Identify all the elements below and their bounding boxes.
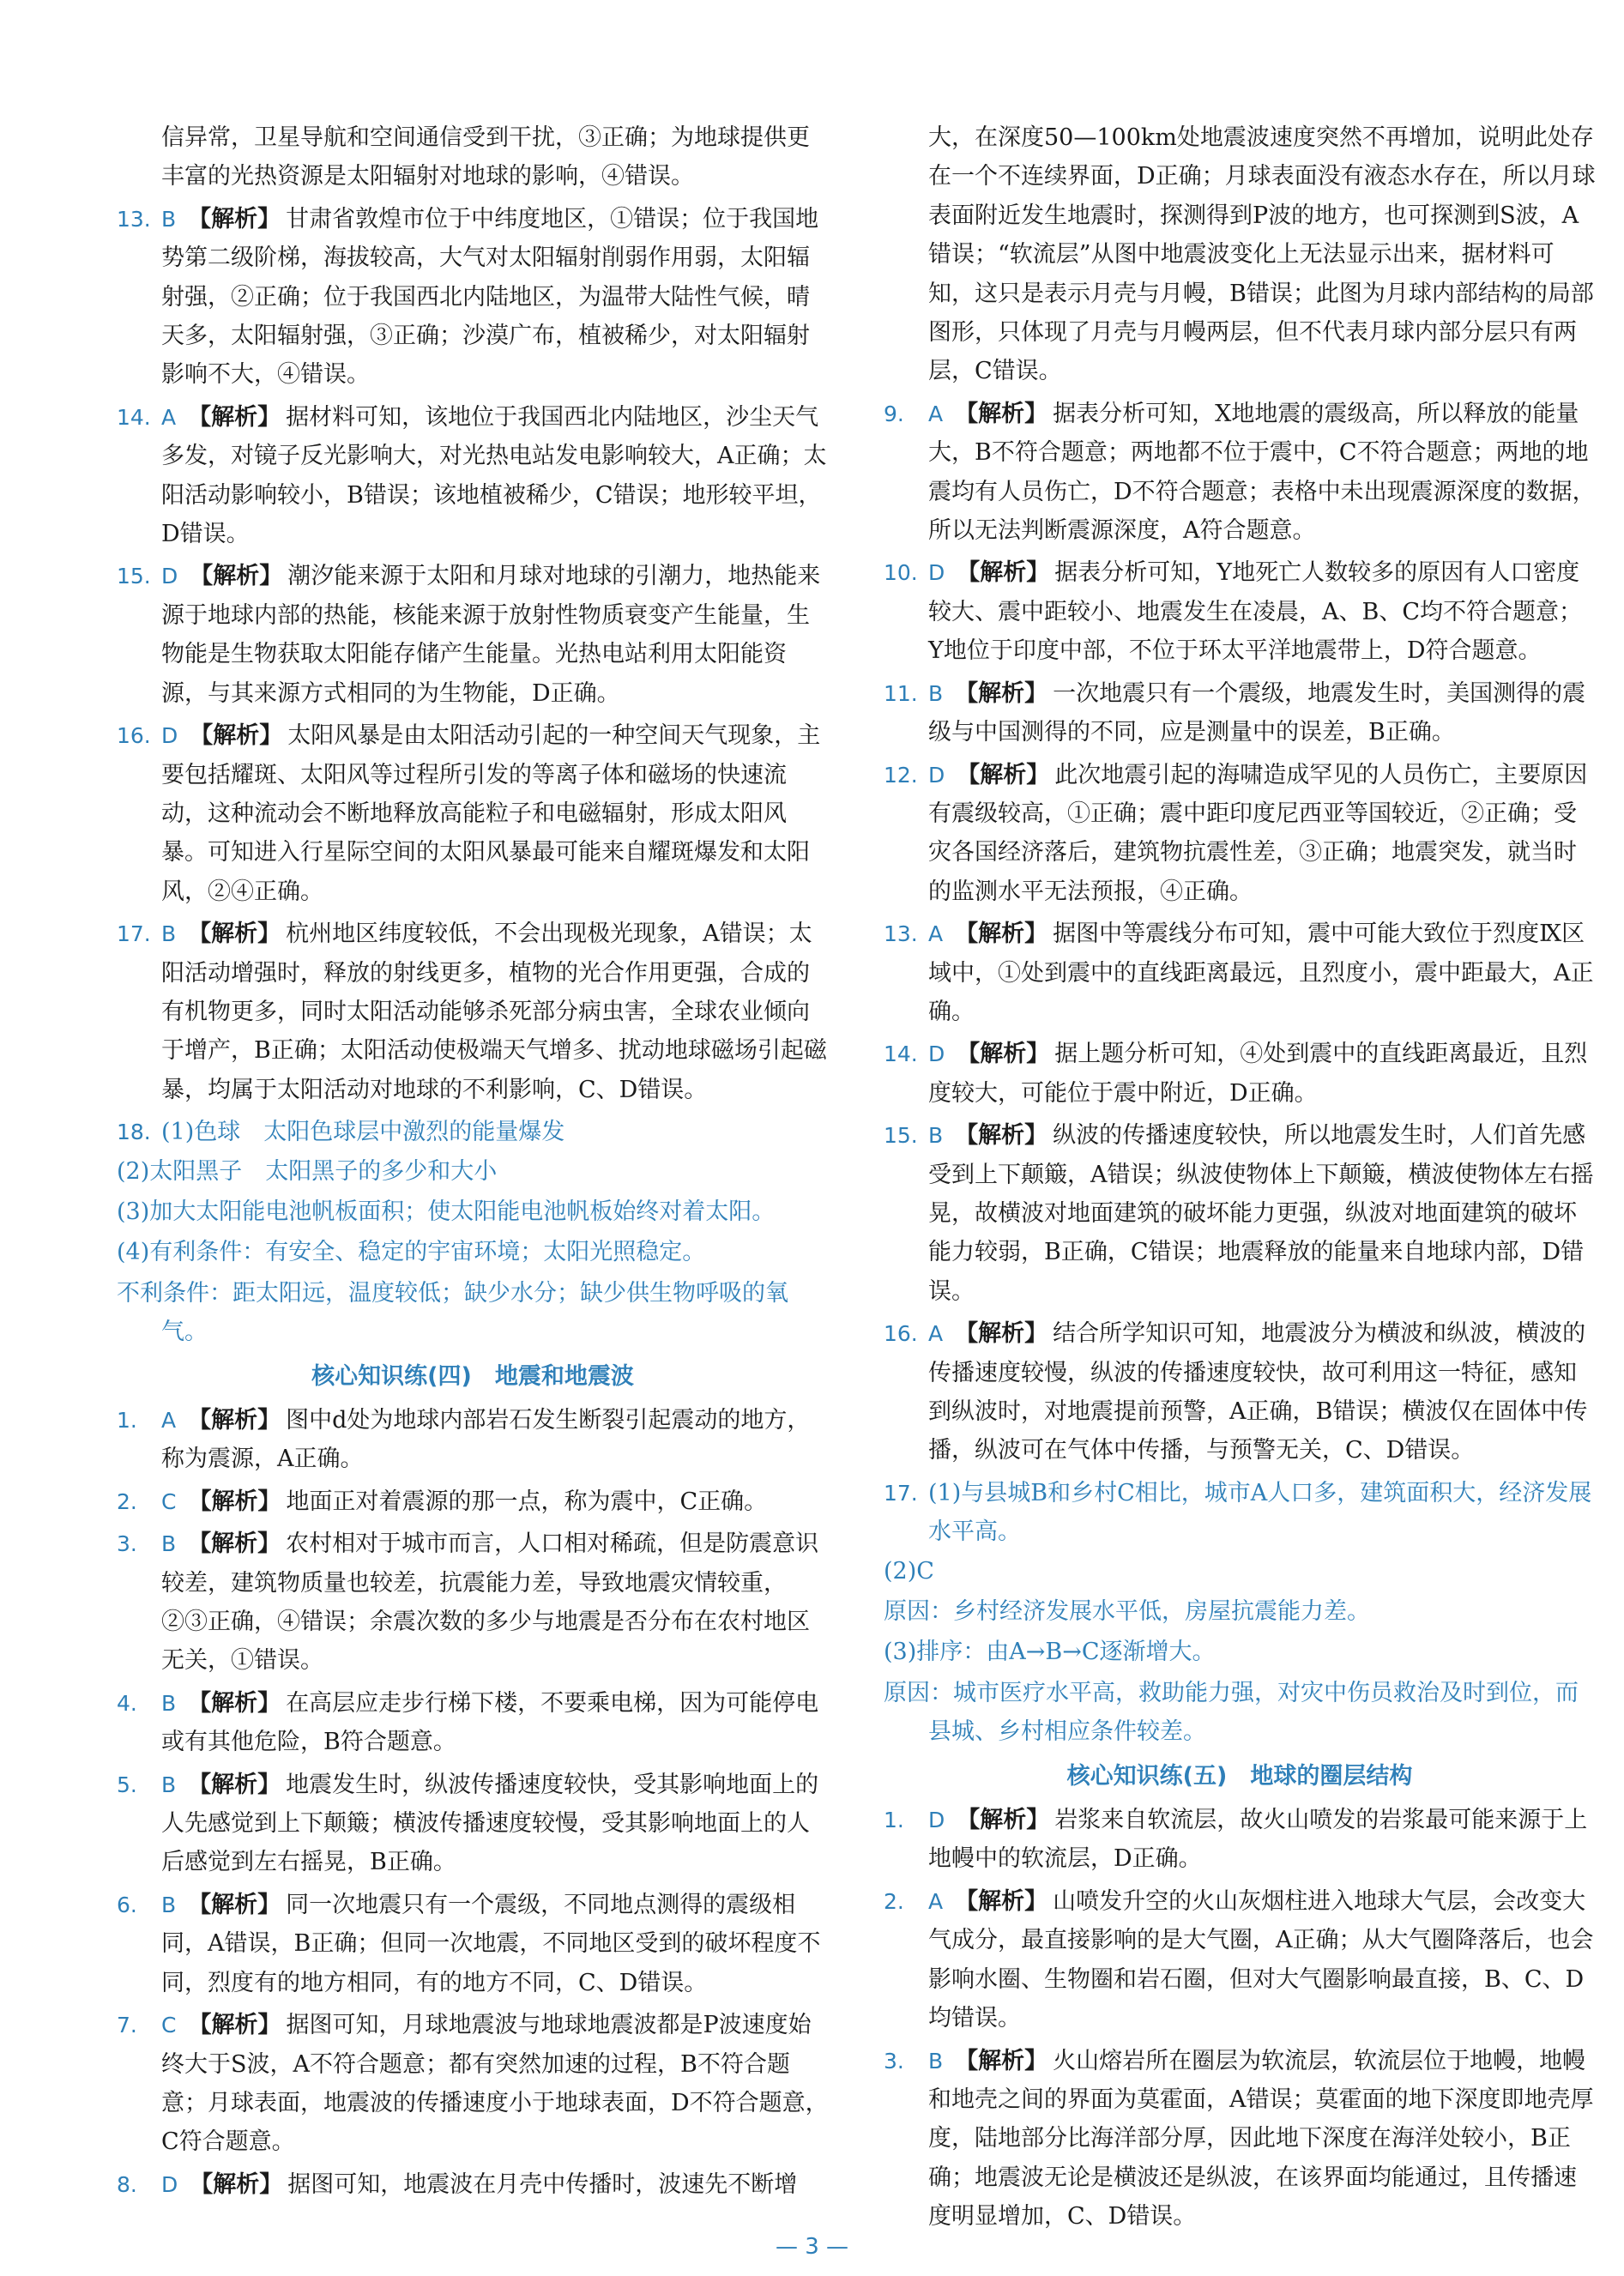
- analysis-text: 在高层应走步行梯下楼，不要乘电梯，因为可能停电或有其他危险，B符合题意。: [161, 1689, 819, 1756]
- analysis-text: 据图可知，月球地震波与地球地震波都是P波速度始终大于S波，A不符合题意；都有突然加速的过程，B不符合题意；月球表面，地震波的传播速度小于地球表面，D不符合题意，C符合题意。: [161, 2012, 829, 2156]
- answer-item-11: [884, 674, 1596, 752]
- right-column: [884, 118, 1596, 2240]
- item-number: 12.: [884, 762, 918, 788]
- answer-item-10: [884, 553, 1596, 670]
- analysis-tag: 【解析】: [188, 1771, 281, 1798]
- answer-line: (1)色球 太阳色球层中激烈的能量爆发: [161, 1119, 565, 1146]
- answer-line: 原因：城市医疗水平高，救助能力强，对灾中伤员救治及时到位，而县城、乡村相应条件较差。: [884, 1679, 1579, 1746]
- analysis-tag: 【解析】: [188, 205, 281, 232]
- section-title: 核心知识练(五) 地球的圈层结构: [1066, 1762, 1413, 1790]
- item-number: 10.: [884, 560, 918, 586]
- answer-letter: B: [928, 1123, 944, 1149]
- analysis-text: 据表分析可知，X地地震的震级高，所以释放的能量大，B不符合题意；两地都不位于震中，C不符合题意；两地的地震均有人员伤亡，D不符合题意；表格中未出现震源深度的数据，所以无法判断震源深度，A符合题意。: [928, 400, 1596, 545]
- analysis-tag: 【解析】: [957, 1807, 1050, 1834]
- answer-letter: A: [161, 1408, 177, 1433]
- item-number: 4.: [117, 1690, 137, 1716]
- answer-item-3: [884, 2042, 1596, 2237]
- answer-item-13: [884, 915, 1596, 1031]
- item-number: 5.: [117, 1772, 137, 1797]
- analysis-text: 同一次地震只有一个震级，不同地点测得的震级相同，A错误，B正确；但同一次地震，不同地区受到的破坏程度不同，烈度有的地方相同，有的地方不同，C、D错误。: [161, 1891, 821, 1996]
- item-number: 3.: [117, 1531, 137, 1557]
- left-column: [117, 118, 829, 2207]
- answer-letter: D: [161, 723, 178, 749]
- item-number: 17.: [884, 1480, 918, 1506]
- answer-item-16: [117, 716, 829, 911]
- answer-letter: D: [928, 560, 945, 586]
- answer-line: (2)太阳黑子 太阳黑子的多少和大小: [117, 1157, 498, 1185]
- analysis-tag: 【解析】: [190, 563, 283, 590]
- answer-letter: B: [161, 1772, 177, 1797]
- analysis-tag: 【解析】: [188, 1891, 281, 1918]
- item-number: 16.: [884, 1321, 918, 1347]
- analysis-text: 据图中等震线分布可知，震中可能大致位于烈度Ⅸ区域中，①处到震中的直线距离最远，且烈度小，震中距最大，A正确。: [928, 921, 1594, 1025]
- item-number: 2.: [884, 1888, 904, 1914]
- item-number: 13.: [117, 206, 151, 232]
- answer-item-18: [117, 1113, 829, 1351]
- answer-letter: A: [928, 1888, 944, 1914]
- answer-line: (4)有利条件：有安全、稳定的宇宙环境；太阳光照稳定。: [117, 1239, 706, 1266]
- analysis-text: 岩浆来自软流层，故火山喷发的岩浆最可能来源于上地幔中的软流层，D正确。: [928, 1807, 1588, 1873]
- analysis-tag: 【解析】: [957, 761, 1050, 788]
- analysis-text: 地震发生时，纵波传播速度较快，受其影响地面上的人先感觉到上下颠簸；横波传播速度较慢，受其影响地面上的人后感觉到左右摇晃，B正确。: [161, 1771, 819, 1876]
- analysis-text: 火山熔岩所在圈层为软流层，软流层位于地幔，地幔和地壳之间的界面为莫霍面，A错误；莫霍面的地下深度即地壳厚度，陆地部分比海洋部分厚，因此地下深度在海洋处较小，B正确；地震波无论是横波还是纵波，在该界面均能通过，且传播速度明显增加，C、D错误。: [928, 2047, 1594, 2231]
- answer-item-3: [117, 1524, 829, 1681]
- analysis-text: 杭州地区纬度较低，不会出现极光现象，A错误；太阳活动增强时，释放的射线更多，植物的光合作用更强，合成的有机物更多，同时太阳活动能够杀死部分病虫害，全球农业倾向于增产，B正确；太阳活动使极端天气增多、扰动地球磁场引起磁暴，均属于太阳活动对地球的不利影响，C、D错误。: [161, 921, 827, 1103]
- item-number: 6.: [117, 1892, 137, 1917]
- answer-letter: B: [928, 2048, 944, 2074]
- analysis-text: 一次地震只有一个震级，地震发生时，美国测得的震级与中国测得的不同，应是测量中的误差，B正确。: [928, 679, 1586, 746]
- answer-item-5: [117, 1766, 829, 1882]
- analysis-tag: 【解析】: [190, 2170, 283, 2198]
- item-number: 17.: [117, 921, 151, 947]
- item-number: 2.: [117, 1488, 137, 1514]
- answer-letter: B: [161, 1531, 177, 1557]
- section-title: 核心知识练(四) 地震和地震波: [311, 1362, 634, 1390]
- item-number: 11.: [884, 680, 918, 706]
- answer-letter: A: [928, 921, 944, 947]
- analysis-text: 纵波的传播速度较快，所以地震发生时，人们首先感受到上下颠簸，A错误；纵波使物体上下颠簸，横波使物体左右摇晃，故横波对地面建筑的破坏能力更强，纵波对地面建筑的破坏能力较弱，B正确，C错误；地震释放的能量来自地球内部，D错误。: [928, 1122, 1594, 1305]
- analysis-tag: 【解析】: [188, 2012, 281, 2039]
- answer-line: 原因：乡村经济发展水平低，房屋抗震能力差。: [884, 1598, 1370, 1626]
- analysis-text: 地面正对着震源的那一点，称为震中，C正确。: [286, 1488, 768, 1515]
- analysis-text: 据上题分析可知，④处到震中的直线距离最近，且烈度较大，可能位于震中附近，D正确。: [928, 1041, 1588, 1107]
- answer-letter: B: [928, 680, 944, 706]
- answer-letter: B: [161, 921, 177, 947]
- answer-item-1: [117, 1401, 829, 1479]
- item-number: 1.: [884, 1808, 904, 1833]
- analysis-text: 甘肃省敦煌市位于中纬度地区，①错误；位于我国地势第二级阶梯，海拔较高，大气对太阳辐射削弱作用弱，太阳辐射强，②正确；位于我国西北内陆地区，为温带大陆性气候，晴天多，太阳辐射强，③正确；沙漠广布，植被稀少，对太阳辐射影响不大，④错误。: [161, 205, 819, 389]
- item-number: 15.: [117, 564, 151, 589]
- analysis-text: 此次地震引起的海啸造成罕见的人员伤亡，主要原因有震级较高，①正确；震中距印度尼西亚等国较近，②正确；受灾各国经济落后，建筑物抗震性差，③正确；地震突发，就当时的监测水平无法预报，④正确。: [928, 761, 1588, 905]
- analysis-tag: 【解析】: [957, 559, 1050, 587]
- analysis-tag: 【解析】: [955, 1122, 1048, 1150]
- answer-item-6: [117, 1886, 829, 2002]
- answer-line: (2)C: [884, 1557, 934, 1585]
- answer-item-2: [884, 1882, 1596, 2038]
- answer-letter: B: [161, 1690, 177, 1716]
- analysis-text: 据材料可知，该地位于我国西北内陆地区，沙尘天气多发，对镜子反光影响大，对光热电站发电影响较大，A正确；太阳活动影响较小，B错误；该地植被稀少，C错误；地形较平坦，D错误。: [161, 403, 827, 548]
- answer-line: (3)加大太阳能电池帆板面积；使太阳能电池帆板始终对着太阳。: [117, 1198, 776, 1225]
- item-number: 14.: [884, 1041, 918, 1067]
- answer-item-17: [117, 915, 829, 1109]
- analysis-text: 太阳风暴是由太阳活动引起的一种空间天气现象，主要包括耀斑、太阳风等过程所引发的等离子体和磁场的快速流动，这种流动会不断地释放高能粒子和电磁辐射，形成太阳风暴。可知进入行星际空间的太阳风暴最可能来自耀斑爆发和太阳风，②④正确。: [161, 722, 821, 905]
- answer-letter: D: [928, 1041, 945, 1067]
- answer-item-14: [117, 398, 829, 554]
- answer-item-15: [884, 1116, 1596, 1311]
- answer-item-1: [884, 1801, 1596, 1879]
- analysis-text: 结合所学知识可知，地震波分为横波和纵波，横波的传播速度较慢，纵波的传播速度较快，故可利用这一特征，感知到纵波时，对地震提前预警，A正确，B错误；横波仅在固体中传播，纵波可在气体中传播，与预警无关，C、D错误。: [928, 1320, 1588, 1464]
- analysis-tag: 【解析】: [955, 679, 1048, 707]
- answer-letter: A: [928, 401, 944, 426]
- continued-text: 大，在深度50—100km处地震波速度突然不再增加，说明此处存在一个不连续界面，D正确；月球表面没有液态水存在，所以月球表面附近发生地震时，探测得到P波的地方，也可探测到S波，A错误；“软流层”从图中地震波变化上无法显示出来，据材料可知，这只是表示月壳与月幔，B错误；此图为月球内部结构的局部图形，只体现了月壳与月幔两层，但不代表月球内部分层只有两层，C错误。: [928, 124, 1596, 385]
- item-number: 13.: [884, 921, 918, 947]
- answer-letter: D: [161, 2171, 178, 2197]
- analysis-text: 图中d处为地球内部岩石发生断裂引起震动的地方，称为震源，A正确。: [161, 1407, 811, 1473]
- answer-letter: D: [161, 564, 178, 589]
- answer-line: (3)排序：由A→B→C逐渐增大。: [884, 1639, 1216, 1666]
- answer-item-4: [117, 1684, 829, 1762]
- analysis-tag: 【解析】: [955, 1887, 1048, 1915]
- analysis-text: 据表分析可知，Y地死亡人数较多的原因有人口密度较大、震中距较小、地震发生在凌晨，A、B、C均不符合题意；Y地位于印度中部，不位于环太平洋地震带上，D符合题意。: [928, 559, 1582, 665]
- answer-letter: B: [161, 206, 177, 232]
- analysis-tag: 【解析】: [188, 403, 281, 431]
- item-number: 7.: [117, 2013, 137, 2038]
- answer-letter: C: [161, 1488, 177, 1514]
- answer-letter: A: [928, 1321, 944, 1347]
- answer-letter: D: [928, 1808, 945, 1833]
- answer-item-17: [884, 1474, 1596, 1752]
- answer-line: (1)与县城B和乡村C相比，城市A人口多，建筑面积大，经济发展水平高。: [928, 1479, 1592, 1546]
- item-number: 16.: [117, 723, 151, 749]
- answer-item-2: [117, 1482, 829, 1521]
- item-number: 3.: [884, 2048, 904, 2074]
- analysis-tag: 【解析】: [190, 722, 283, 750]
- analysis-tag: 【解析】: [957, 1041, 1050, 1068]
- analysis-text: 农村相对于城市而言，人口相对稀疏，但是防震意识较差，建筑物质量也较差，抗震能力差，导致地震灾情较重，②③正确，④错误；余震次数的多少与地震是否分布在农村地区无关，①错误。: [161, 1530, 819, 1675]
- answer-item-7: [117, 2006, 829, 2162]
- item-number: 15.: [884, 1123, 918, 1149]
- item-number: 1.: [117, 1408, 137, 1433]
- analysis-tag: 【解析】: [188, 1488, 281, 1515]
- analysis-tag: 【解析】: [955, 2047, 1048, 2074]
- analysis-tag: 【解析】: [188, 1407, 281, 1434]
- analysis-tag: 【解析】: [188, 1530, 281, 1558]
- answer-letter: C: [161, 2013, 177, 2038]
- analysis-text: 山喷发升空的火山灰烟柱进入地球大气层，会改变大气成分，最直接影响的是大气圈，A正确；从大气圈降落后，也会影响水圈、生物圈和岩石圈，但对大气圈影响最直接，B、C、D均错误。: [928, 1887, 1594, 2032]
- item-number: 9.: [884, 401, 904, 426]
- answer-item-16: [884, 1314, 1596, 1470]
- answer-letter: B: [161, 1892, 177, 1917]
- answer-item-9: [884, 395, 1596, 551]
- page-number: — 3 —: [775, 2234, 849, 2260]
- analysis-tag: 【解析】: [955, 400, 1048, 427]
- analysis-tag: 【解析】: [955, 1320, 1048, 1348]
- item-number: 8.: [117, 2171, 137, 2197]
- answer-line: 不利条件：距太阳远，温度较低；缺少水分；缺少供生物呼吸的氧气。: [117, 1279, 788, 1346]
- analysis-tag: 【解析】: [955, 921, 1048, 948]
- answer-item-14: [884, 1035, 1596, 1113]
- analysis-text: 据图可知，地震波在月壳中传播时，波速先不断增: [287, 2170, 798, 2198]
- analysis-tag: 【解析】: [188, 921, 281, 948]
- analysis-text: 潮汐能来源于太阳和月球对地球的引潮力，地热能来源于地球内部的热能，核能来源于放射性物质衰变产生能量，生物能是生物获取太阳能存储产生能量。光热电站利用太阳能资源，与其来源方式相同的为生物能，D正确。: [161, 563, 821, 707]
- answer-letter: D: [928, 762, 945, 788]
- answer-item-13: [117, 200, 829, 395]
- continued-text: 信异常，卫星导航和空间通信受到干扰，③正确；为地球提供更丰富的光热资源是太阳辐射对地球的影响，④错误。: [161, 124, 810, 190]
- item-number: 14.: [117, 404, 151, 430]
- answer-item-15: [117, 557, 829, 713]
- answer-letter: A: [161, 404, 177, 430]
- analysis-tag: 【解析】: [188, 1689, 281, 1717]
- item-number: 18.: [117, 1120, 151, 1145]
- answer-item-8: [117, 2165, 829, 2204]
- answer-item-12: [884, 756, 1596, 912]
